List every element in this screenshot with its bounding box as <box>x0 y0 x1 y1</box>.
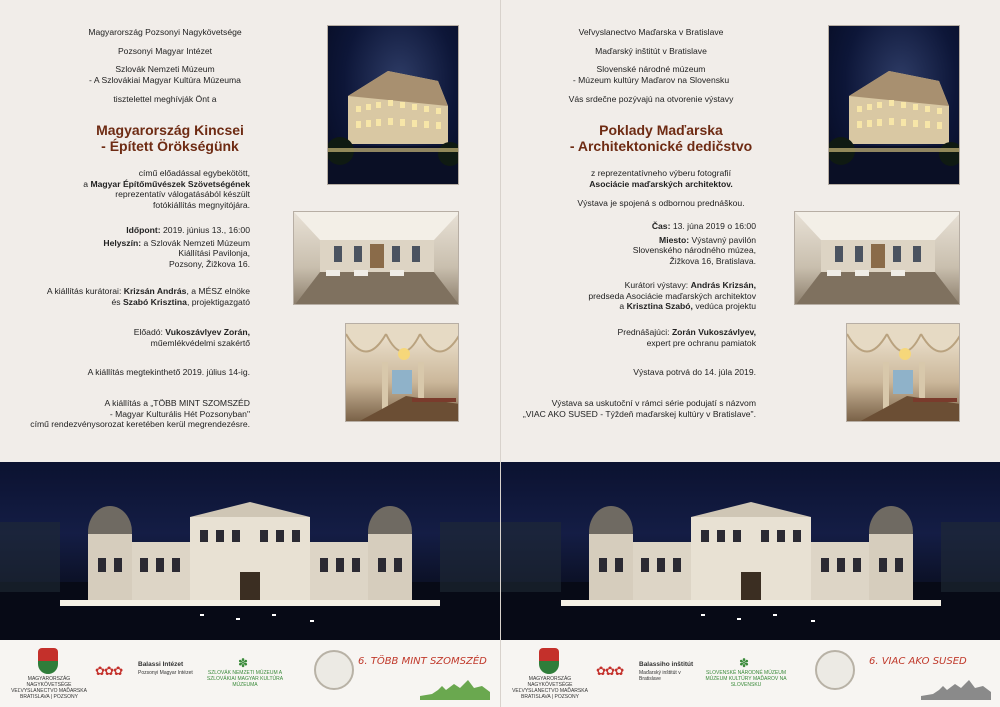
series-line: Výstava sa uskutoční v rámci série podujatí s názvom <box>551 398 756 408</box>
association-seal-icon <box>815 650 855 690</box>
event-title <box>541 123 781 154</box>
castle-illustration <box>0 462 500 640</box>
series-line: A kiállítás a „TÖBB MINT SZOMSZÉD <box>104 398 250 408</box>
exhibition-until: A kiállítás megtekinthető 2019. július 14-ig. <box>87 367 250 377</box>
castle-illustration <box>501 462 1000 640</box>
time-place-block <box>551 221 756 266</box>
speaker-prefix: Prednášajúci: <box>617 327 672 337</box>
festival-logo: 6. VIAC AKO SUSED <box>869 656 967 667</box>
curator-name: Krizsán András <box>123 286 187 296</box>
time-value: 13. júna 2019 o 16:00 <box>670 221 756 231</box>
header-line: Veľvyslanectvo Maďarska v Bratislave <box>578 27 724 37</box>
castle-night-photo <box>0 462 500 640</box>
speaker-role: expert pre ochranu pamiatok <box>646 337 756 348</box>
balassi-pattern-icon: ✿✿✿ <box>596 664 624 678</box>
embassy-logo-text: MAGYARORSZÁG NAGYKÖVETSÉGE VEĽVYSLANECTVO MAĎARSKA BRATISLAVA | POZSONY <box>512 676 588 700</box>
time-label: Čas: <box>651 221 671 231</box>
title-line: - Épített Örökségünk <box>101 137 239 154</box>
speaker-prefix: Előadó: <box>133 327 166 337</box>
series-block <box>20 398 250 430</box>
place-line: Pozsony, Žižkova 16. <box>168 258 250 269</box>
intro-block <box>60 168 250 210</box>
hall-interior-photo <box>794 211 960 305</box>
institute-logo-text: Balassi Intézet <box>138 661 184 668</box>
speaker-name: Vukoszávlyev Zorán, <box>165 327 250 337</box>
place-label: Helyszín: <box>103 237 142 248</box>
series-block <box>521 398 756 419</box>
hall-interior-photo <box>293 211 459 305</box>
header-block <box>40 27 290 105</box>
festival-logo: 6. TÖBB MINT SZOMSZÉD <box>358 656 487 667</box>
curator-role: vedúca projektu <box>692 301 756 312</box>
title-line: Poklady Maďarska <box>599 122 723 138</box>
intro-line: reprezentatív válogatásából készült <box>115 189 250 200</box>
header-line: Pozsonyi Magyar Intézet <box>117 45 213 56</box>
intro-line: fotókiállítás megnyitójára. <box>153 199 250 210</box>
curators-block <box>541 280 756 312</box>
curators-prefix: A kiállítás kurátorai: <box>46 286 124 296</box>
header-block <box>531 27 771 105</box>
header-line: Szlovák Nemzeti Múzeum <box>115 64 215 75</box>
speaker-role: műemlékvédelmi szakértő <box>150 337 250 348</box>
palace-illustration <box>328 26 459 185</box>
hall-illustration <box>294 212 459 305</box>
vault-illustration <box>346 324 459 422</box>
header-line: - Múzeum kultúry Maďarov na Slovensku <box>572 74 730 85</box>
event-title <box>80 123 260 154</box>
hall-illustration <box>795 212 960 305</box>
curator-name: Krisztina Szabó, <box>626 301 693 312</box>
header-line: Vás srdečne pozývajú na otvorenie výstavy <box>568 94 734 105</box>
institute-logo-sub: Pozsonyi Magyar Intézet <box>138 670 193 676</box>
time-label: Időpont: <box>126 225 161 235</box>
curators-and: a <box>619 301 627 312</box>
place-line: Kiállítási Pavilonja, <box>178 248 250 259</box>
palace-night-photo <box>327 25 459 185</box>
museum-logo-text: SLOVENSKÉ NÁRODNÉ MÚZEUM MÚZEUM KULTÚRY MAĎAROV NA SLOVENSKU <box>705 670 787 688</box>
series-line: „VIAC AKO SUSED - Týždeň maďarskej kultúry v Bratislave". <box>522 408 756 419</box>
speaker-block <box>80 327 250 348</box>
invitation-slovak <box>500 0 1000 707</box>
intro-line: z reprezentatívneho výberu fotografií <box>591 168 731 178</box>
museum-logo-text: SZLOVÁK NEMZETI MÚZEUM A SZLOVÁKIAI MAGYAR KULTÚRA MÚZEUMA <box>206 670 284 688</box>
curator-name: Szabó Krisztina <box>122 296 187 307</box>
curators-block <box>30 286 250 307</box>
header-line: Magyarország Pozsonyi Nagykövetsége <box>88 27 242 37</box>
vaulted-hall-photo <box>846 323 960 422</box>
intro-block <box>551 168 771 209</box>
header-line: tisztelettel meghívják Önt a <box>113 94 217 105</box>
title-line: - Architektonické dedičstvo <box>569 137 753 154</box>
embassy-logo-text: MAGYARORSZÁG NAGYKÖVETSÉGE VEĽVYSLANECTVO MAĎARSKA BRATISLAVA | POZSONY <box>11 676 87 700</box>
vault-illustration <box>847 324 960 422</box>
intro-line: a <box>83 178 91 189</box>
coat-of-arms-icon <box>38 648 58 674</box>
speaker-block <box>561 327 756 348</box>
place-value: a Szlovák Nemzeti Múzeum <box>141 237 250 248</box>
castle-night-photo <box>501 462 1000 640</box>
header-line: - A Szlovákiai Magyar Kultúra Múzeuma <box>89 74 241 85</box>
curators-and: és <box>111 296 123 307</box>
time-value: 2019. június 13., 16:00 <box>160 225 250 235</box>
title-line: Magyarország Kincsei <box>96 122 244 138</box>
place-label: Miesto: <box>659 234 690 245</box>
intro-line: című előadással egybekötött, <box>138 168 250 178</box>
museum-flower-icon: ✽ <box>238 656 249 670</box>
curator-role: , a MÉSZ elnöke <box>186 286 250 296</box>
skyline-icon <box>420 672 490 700</box>
curators-prefix: Kurátori výstavy: <box>624 280 691 290</box>
lecture-note: Výstava je spojená s odbornou prednáškou. <box>577 198 745 209</box>
coat-of-arms-icon <box>539 648 559 674</box>
institute-logo-text: Balassiho inštitút <box>639 661 694 668</box>
association-seal-icon <box>314 650 354 690</box>
time-place-block <box>60 225 250 269</box>
exhibition-until: Výstava potrvá do 14. júla 2019. <box>633 367 756 377</box>
association-name: Asociácie maďarských architektov. <box>589 178 733 189</box>
museum-flower-icon: ✽ <box>739 656 750 670</box>
place-value: Výstavný pavilón <box>689 234 756 245</box>
header-line: Slovenské národné múzeum <box>596 64 706 75</box>
footer-logos <box>0 640 500 707</box>
curator-name: András Krizsán, <box>690 280 756 290</box>
skyline-icon <box>921 672 991 700</box>
curator-role: predseda Asociácie maďarských architektov <box>588 290 756 301</box>
balassi-pattern-icon: ✿✿✿ <box>95 664 123 678</box>
palace-night-photo <box>828 25 960 185</box>
institute-logo-sub: Maďarský inštitút v Bratislave <box>639 670 681 682</box>
place-line: Žižkova 16, Bratislava. <box>669 255 756 266</box>
header-line: Maďarský inštitút v Bratislave <box>595 45 707 56</box>
association-name: Magyar Építőművészek Szövetségének <box>90 178 250 189</box>
vaulted-hall-photo <box>345 323 459 422</box>
palace-illustration <box>829 26 960 185</box>
footer-logos <box>501 640 1000 707</box>
series-line: című rendezvénysorozat keretében kerül megrendezésre. <box>30 419 250 430</box>
speaker-name: Zorán Vukoszávlyev, <box>671 327 756 337</box>
place-line: Slovenského národného múzea, <box>632 245 756 256</box>
series-line: - Magyar Kulturális Hét Pozsonyban" <box>109 408 250 419</box>
curator-role: , projektigazgató <box>186 296 250 307</box>
